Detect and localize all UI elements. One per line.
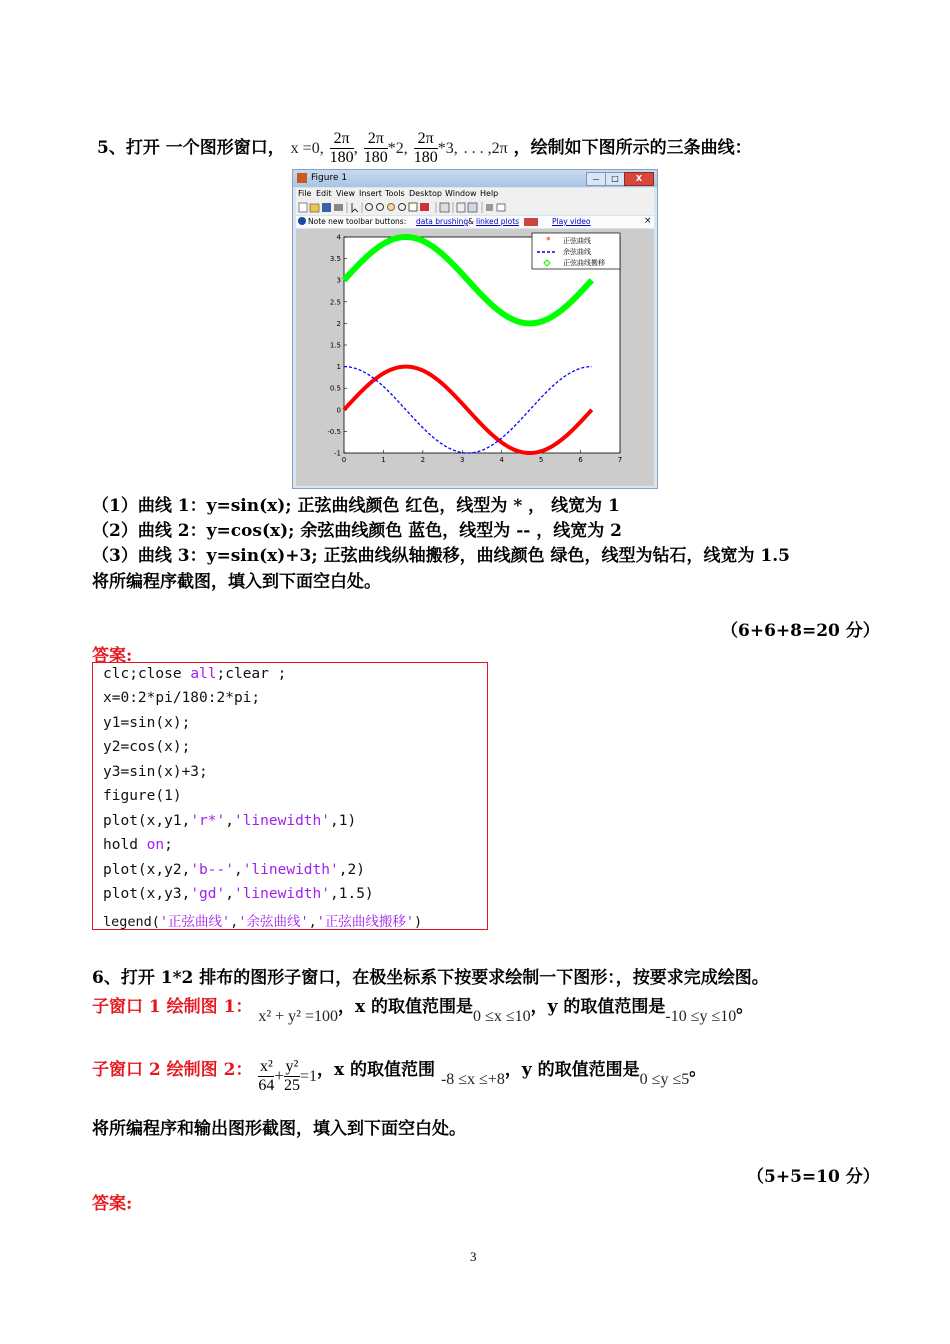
plot-area-background [296,229,654,486]
sub1-end: 。 [736,997,754,1017]
code-line-3: y1=sin(x); [103,715,191,731]
menu-bar [296,188,654,200]
x-tick-label: 2 [420,456,426,464]
x-tick-label: 3 [460,456,465,464]
note-bar [296,216,654,228]
y-tick-label: 1.5 [329,341,341,350]
figure-window [292,169,658,489]
code-line-10: plot(x,y3,'gd','linewidth',1.5) [103,886,374,902]
menu-tools[interactable]: Tools [385,189,405,198]
data-brushing-link[interactable]: data brushing [416,217,469,226]
q6-sub1 [92,992,754,1025]
legend-label-1: 正弦曲线 [563,237,591,245]
code-line-11: legend('正弦曲线','余弦曲线','正弦曲线搬移') [103,914,423,930]
minimize-button[interactable]: — [586,172,606,186]
legend [532,233,620,269]
note-text: Note new toolbar buttons: [308,217,407,226]
q5-x-eq: x =0, [290,140,324,157]
x-tick-label: 6 [578,456,583,464]
close-button[interactable]: X [624,172,654,186]
sub1-y-range: -10 ≤y ≤10 [665,1008,737,1025]
save-icon [322,203,331,212]
menu-window[interactable]: Window [445,189,477,198]
code-line-8: hold on; [103,837,173,853]
show-plot-tools-icon [497,204,505,211]
y-tick-label: 1 [336,363,341,372]
note-amp: & [468,217,474,226]
score-q5: （6+6+8=20 分） [721,621,880,641]
toolbar-icons [296,200,654,215]
colorbar-icon [457,203,465,212]
sub2-end: 。 [689,1060,707,1080]
sub2-mid2: ，y 的取值范围是 [504,1060,640,1080]
matlab-logo-icon [297,173,307,183]
sub1-mid2: ，y 的取值范围是 [530,997,666,1017]
y-tick-label: 4 [336,233,341,242]
y-tick-label: -0.5 [327,427,341,436]
sub1-mid: ，x 的取值范围是 [337,997,474,1017]
code-line-6: figure(1) [103,788,182,804]
code-line-7: plot(x,y1,'r*','linewidth',1) [103,813,357,829]
q5-frac-2: $\frac{2\pi}{180}$ [363,130,388,166]
figure-toolbar [296,200,654,215]
sub2-frac-y: $\frac{\text{y²}}{25}$ [283,1058,300,1094]
play-video-link[interactable]: Play video [552,217,591,226]
y-tick-label: 2.5 [329,298,341,307]
requirement-4: 将所编程序截图，填入到下面空白处。 [92,572,381,592]
q6-title: 6、打开 1*2 排布的图形子窗口，在极坐标系下按要求绘制一下图形：，按要求完成绘图。 [92,968,769,988]
answer-label-q5: 答案: [92,646,133,666]
sub2-y-range: 0 ≤y ≤5 [639,1071,690,1088]
brush-icon [420,203,429,211]
zoom-in-icon [366,204,373,211]
note-tool-icons [524,218,538,226]
page-number: 3 [470,1249,477,1264]
hide-plot-tools-icon [486,204,493,211]
menu-desktop[interactable]: Desktop [409,189,442,198]
menu-edit[interactable]: Edit [316,189,332,198]
q5-frac-3: $\frac{2\pi}{180}$ [413,130,438,166]
q5-suffix: ，绘制如下图所示的三条曲线： [513,138,752,158]
info-icon [298,217,306,225]
code-answer-box [92,662,488,930]
link-icon [440,203,449,212]
requirement-2: （2）曲线 2：y=cos(x); 余弦曲线颜色 蓝色，线型为 -- ，线宽为 2 [92,521,622,541]
data-cursor-icon [409,203,417,211]
y-tick-label: 0.5 [329,384,341,393]
y-tick-label: 2 [336,319,341,328]
sub2-mid: ，x 的取值范围 [316,1060,436,1080]
chart-svg [296,229,654,486]
code-line-1: clc;close all;clear ; [103,666,287,682]
code-line-9: plot(x,y2,'b--','linewidth',2) [103,862,365,878]
y-tick-label: -1 [334,449,341,458]
legend-icon [468,203,477,212]
q5-frac-1: $\frac{2\pi}{180}$ [329,130,354,166]
figure-title: Figure 1 [311,173,348,183]
note-close-icon[interactable]: × [644,216,652,226]
code-line-2: x=0:2*pi/180:2*pi; [103,690,261,706]
y-tick-label: 3 [336,276,341,285]
menu-insert[interactable]: Insert [359,189,382,198]
sub2-frac-x: $\frac{\text{x²}}{64}$ [258,1058,275,1094]
legend-label-2: 余弦曲线 [563,248,591,256]
maximize-button[interactable]: □ [605,172,625,186]
menu-view[interactable]: View [336,189,355,198]
sub1-label: 子窗口 1 绘制图 1： [92,997,253,1017]
menu-help[interactable]: Help [480,189,499,198]
sub2-x-range: -8 ≤x ≤+8 [440,1071,505,1088]
x-tick-label: 0 [341,456,347,464]
y-tick-label: 0 [336,406,341,415]
figure-title-bar [293,170,657,187]
print-icon [334,204,343,211]
sub2-label: 子窗口 2 绘制图 2： [92,1060,253,1080]
answer-label-q6: 答案: [92,1194,133,1214]
q5-dots: . . . ,2π [463,140,508,157]
legend-marker-star: * [546,236,551,246]
linked-plots-link[interactable]: linked plots [476,217,520,226]
zoom-out-icon [377,204,384,211]
open-file-icon [310,204,319,212]
legend-label-3: 正弦曲线搬移 [563,259,605,267]
x-tick-label: 1 [381,456,386,464]
x-tick-label: 5 [538,456,544,464]
q6-instruction: 将所编程序和输出图形截图，填入到下面空白处。 [92,1119,466,1139]
pointer-icon [352,203,358,212]
q5-prefix: 5、打开 一个图形窗口， [97,138,285,158]
x-tick-label: 4 [499,456,504,464]
menu-file[interactable]: File [298,189,312,198]
new-figure-icon [299,203,307,212]
requirement-3: （3）曲线 3：y=sin(x)+3; 正弦曲线纵轴搬移，曲线颜色 绿色，线型为钻石，线宽为 1.5 [92,546,790,566]
axes-box [344,237,620,453]
pan-icon [388,204,395,211]
q5-heading: 5、打开 一个图形窗口， x =0, $\frac{2\pi}{180}$ , $\frac{2\pi}{180}$ *2, $\frac{2\pi}{180}$ *3, . . . ,2π ，绘制如下图所示的三条曲线： [97,130,752,166]
rotate-icon [399,204,406,211]
code-line-5: y3=sin(x)+3; [103,764,208,780]
code-line-4: y2=cos(x); [103,739,191,755]
q6-sub2: 子窗口 2 绘制图 2： $\frac{\text{x²}}{64}$ + $\frac{\text{y²}}{25}$ =1，x 的取值范围 -8 ≤x ≤+8，y 的取值范围是0 ≤y ≤5。 [92,1058,707,1094]
x-tick-label: 7 [617,456,623,464]
score-q6: （5+5=10 分） [747,1167,880,1187]
sub1-x-range: 0 ≤x ≤10 [473,1008,531,1025]
requirement-1: （1）曲线 1：y=sin(x); 正弦曲线颜色 红色，线型为 * ， 线宽为 1 [92,496,620,516]
y-tick-label: 3.5 [329,255,341,264]
sub1-equation: x² + y² =100 [258,1008,338,1025]
